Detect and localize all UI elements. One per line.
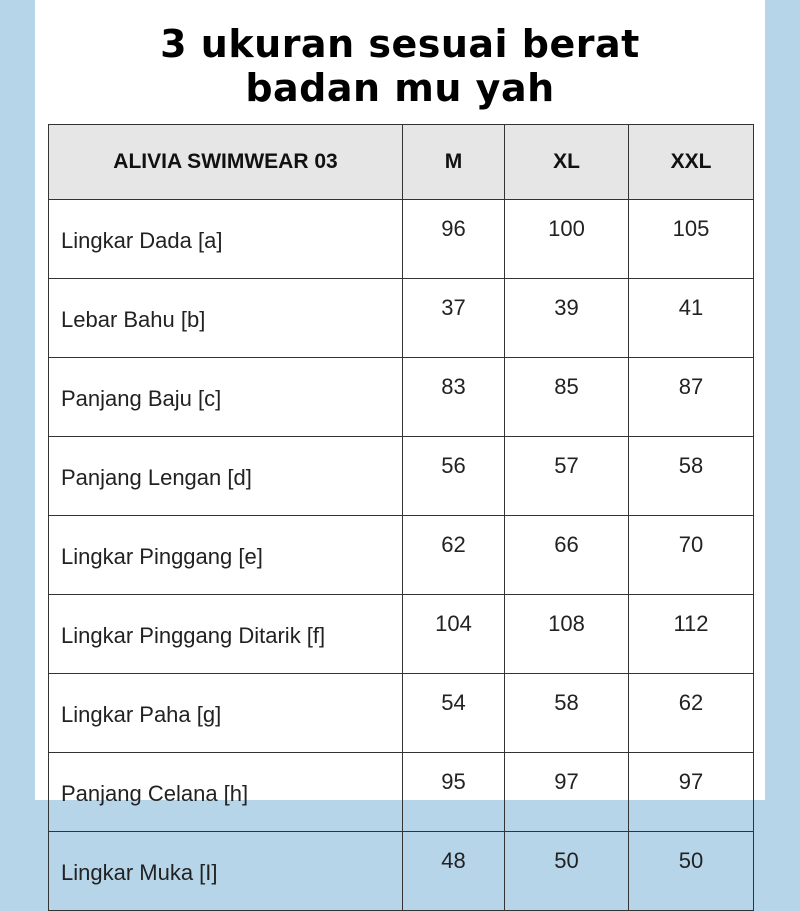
- value-xl: 100: [505, 200, 629, 279]
- value-xl: 39: [505, 279, 629, 358]
- value-m: 37: [403, 279, 505, 358]
- row-label-text: Panjang Lengan [d]: [61, 465, 252, 490]
- value-xxl: 58: [629, 437, 754, 516]
- row-label-text: Lingkar Muka [I]: [61, 860, 218, 885]
- row-label-text: Panjang Baju [c]: [61, 386, 222, 411]
- table-header-row: [49, 125, 754, 200]
- value-xxl: 70: [629, 516, 754, 595]
- page-title: [0, 22, 800, 110]
- value-xxl: 41: [629, 279, 754, 358]
- value-xxl: 50: [629, 832, 754, 911]
- value-xl: 57: [505, 437, 629, 516]
- header-size-xxl: XXL: [629, 125, 754, 200]
- row-label-text: Lingkar Paha [g]: [61, 702, 222, 727]
- value-xxl: 105: [629, 200, 754, 279]
- row-label-text: Lingkar Pinggang Ditarik [f]: [61, 623, 326, 648]
- value-m: 56: [403, 437, 505, 516]
- value-xxl: 62: [629, 674, 754, 753]
- value-xl: 108: [505, 595, 629, 674]
- row-label: [49, 358, 403, 437]
- value-xl: 58: [505, 674, 629, 753]
- value-xxl: 112: [629, 595, 754, 674]
- value-m: 48: [403, 832, 505, 911]
- table-row: [49, 358, 754, 437]
- value-m: 104: [403, 595, 505, 674]
- row-label-text: Lebar Bahu [b]: [61, 307, 206, 332]
- row-label-text: Lingkar Dada [a]: [61, 228, 223, 253]
- table-row: [49, 595, 754, 674]
- value-m: 62: [403, 516, 505, 595]
- table-row: [49, 753, 754, 832]
- value-xl: 85: [505, 358, 629, 437]
- table-row: [49, 200, 754, 279]
- row-label-text: Panjang Celana [h]: [61, 781, 249, 806]
- size-chart-table: [48, 124, 754, 911]
- value-m: 54: [403, 674, 505, 753]
- row-label: [49, 200, 403, 279]
- table-row: [49, 279, 754, 358]
- row-label: [49, 753, 403, 832]
- row-label: [49, 516, 403, 595]
- header-size-m: M: [403, 125, 505, 200]
- header-product-name: ALIVIA SWIMWEAR 03: [49, 125, 403, 200]
- header-size-xl: XL: [505, 125, 629, 200]
- table-row: [49, 832, 754, 911]
- table-row: [49, 674, 754, 753]
- title-line-1: 3 ukuran sesuai berat: [160, 22, 640, 66]
- row-label: [49, 279, 403, 358]
- value-xl: 66: [505, 516, 629, 595]
- table-row: [49, 516, 754, 595]
- row-label: [49, 832, 403, 911]
- row-label: [49, 595, 403, 674]
- value-xl: 50: [505, 832, 629, 911]
- row-label: [49, 674, 403, 753]
- row-label-text: Lingkar Pinggang [e]: [61, 544, 263, 569]
- value-m: 95: [403, 753, 505, 832]
- value-m: 83: [403, 358, 505, 437]
- value-xl: 97: [505, 753, 629, 832]
- title-line-2: badan mu yah: [245, 66, 555, 110]
- table-row: [49, 437, 754, 516]
- value-xxl: 87: [629, 358, 754, 437]
- value-m: 96: [403, 200, 505, 279]
- value-xxl: 97: [629, 753, 754, 832]
- row-label: [49, 437, 403, 516]
